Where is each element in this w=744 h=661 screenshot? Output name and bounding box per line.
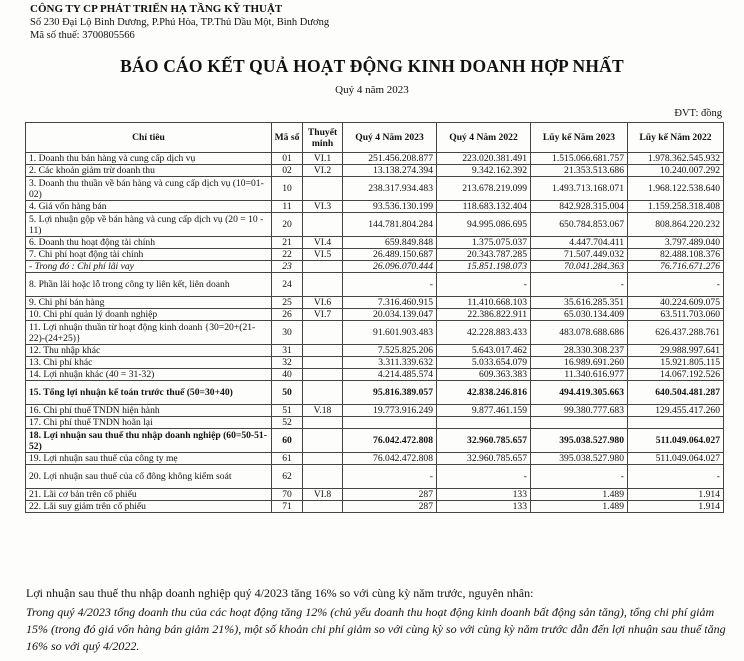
row-q4-2023: - [343,465,437,489]
row-ytd-2022: 3.797.489.040 [628,237,724,249]
row-item: 16. Chi phí thuế TNDN hiện hành [26,405,272,417]
row-item: 1. Doanh thu bán hàng và cung cấp dịch vụ [26,153,272,165]
table-row [26,465,724,489]
row-code: 01 [272,153,303,165]
row-ytd-2023: 16.989.691.260 [531,357,628,369]
row-note: VI.8 [303,489,343,501]
row-note [303,453,343,465]
row-note [303,369,343,381]
row-ytd-2023: 21.353.513.686 [531,165,628,177]
row-ytd-2023: 842.928.315.004 [531,201,628,213]
row-note [303,417,343,429]
row-item: 2. Các khoản giảm trừ doanh thu [26,165,272,177]
row-ytd-2022: 10.240.007.292 [628,165,724,177]
row-note: VI.4 [303,237,343,249]
row-q4-2023: 144.781.804.284 [343,213,437,237]
row-code: 51 [272,405,303,417]
row-ytd-2022: 63.511.703.060 [628,309,724,321]
row-q4-2023 [343,417,437,429]
row-ytd-2022: 129.455.417.260 [628,405,724,417]
row-ytd-2023: 395.038.527.980 [531,453,628,465]
table-row [26,345,724,357]
table-row [26,213,724,237]
row-code: 70 [272,489,303,501]
table-row [26,261,724,273]
row-q4-2023: 13.138.274.394 [343,165,437,177]
row-ytd-2022: 40.224.609.075 [628,297,724,309]
footnote-explanation: Trong quý 4/2023 tổng doanh thu của các hoạt động tăng 12% (chủ yếu doanh thu hoạt động kinh doanh bất động sản tăng), tổng chi phí giảm 15% (trong đó giá vốn hàng bán giảm 21%), một số khoản chi phí giảm so với cùng kỳ so với cùng kỳ năm trước dẫn đến lợi nhuận sau thuế tăng 16% so với quý 4/2022. [26,605,726,653]
row-q4-2023: 3.311.339.632 [343,357,437,369]
tax-code: Mã số thuế: 3700805566 [30,30,135,41]
table-row [26,381,724,405]
col-header-item: Chỉ tiêu [26,123,272,153]
row-item: 21. Lãi cơ bản trên cổ phiếu [26,489,272,501]
table-header-row [26,123,724,153]
row-code: 02 [272,165,303,177]
row-note [303,345,343,357]
row-code: 21 [272,237,303,249]
row-q4-2022: 5.643.017.462 [437,345,531,357]
row-item: 15. Tổng lợi nhuận kế toán trước thuế (50=30+40) [26,381,272,405]
row-q4-2022: 9.342.162.392 [437,165,531,177]
row-q4-2023: 19.773.916.249 [343,405,437,417]
row-code: 25 [272,297,303,309]
row-item: 4. Giá vốn hàng bán [26,201,272,213]
table-row [26,369,724,381]
row-item: 11. Lợi nhuận thuần từ hoạt động kinh doanh {30=20+(21-22)-(24+25)} [26,321,272,345]
row-ytd-2022: 82.488.108.376 [628,249,724,261]
row-q4-2022: 133 [437,489,531,501]
row-note: V.18 [303,405,343,417]
footnote-summary: Lợi nhuận sau thuế thu nhập doanh nghiệp quý 4/2023 tăng 16% so với cùng kỳ năm trước, nguyên nhân: [26,586,534,600]
row-ytd-2022: - [628,273,724,297]
row-code: 11 [272,201,303,213]
row-q4-2022: - [437,465,531,489]
table-row [26,237,724,249]
row-code: 50 [272,381,303,405]
row-q4-2023: 287 [343,489,437,501]
row-note [303,357,343,369]
row-q4-2022: 32.960.785.657 [437,429,531,453]
row-q4-2023: 26.489.150.687 [343,249,437,261]
row-note [303,177,343,201]
row-item: 22. Lãi suy giảm trên cổ phiếu [26,501,272,513]
row-ytd-2022: 640.504.481.287 [628,381,724,405]
table-row [26,453,724,465]
row-q4-2023: 95.816.389.057 [343,381,437,405]
table-row [26,165,724,177]
row-code: 26 [272,309,303,321]
row-ytd-2022: 15.921.805.115 [628,357,724,369]
row-ytd-2022: 511.049.064.027 [628,429,724,453]
col-header-q4-2022: Quý 4 Năm 2022 [437,123,531,153]
row-ytd-2022: 626.437.288.761 [628,321,724,345]
company-header [30,3,329,42]
row-ytd-2023: 4.447.704.411 [531,237,628,249]
row-item: 9. Chi phí bán hàng [26,297,272,309]
row-q4-2023: 251.456.208.877 [343,153,437,165]
row-code: 24 [272,273,303,297]
table-row [26,201,724,213]
row-ytd-2022 [628,417,724,429]
row-q4-2022: 20.343.787.285 [437,249,531,261]
table-row [26,429,724,453]
row-ytd-2023: 99.380.777.683 [531,405,628,417]
row-ytd-2022: 14.067.192.526 [628,369,724,381]
table-row [26,417,724,429]
row-ytd-2023: 65.030.134.409 [531,309,628,321]
row-q4-2022: - [437,273,531,297]
row-note: VI.7 [303,309,343,321]
row-note [303,273,343,297]
row-item: 17. Chi phí thuế TNDN hoãn lại [26,417,272,429]
report-period: Quý 4 năm 2023 [335,84,409,96]
row-q4-2023: 76.042.472.808 [343,429,437,453]
row-ytd-2023: 11.340.616.977 [531,369,628,381]
row-q4-2022 [437,417,531,429]
row-ytd-2023: 483.078.688.686 [531,321,628,345]
col-header-ytd-2022: Lũy kế Năm 2022 [628,123,724,153]
row-ytd-2023: 28.330.308.237 [531,345,628,357]
row-code: 22 [272,249,303,261]
row-q4-2022: 42.838.246.816 [437,381,531,405]
col-header-q4-2023: Quý 4 Năm 2023 [343,123,437,153]
row-code: 31 [272,345,303,357]
row-q4-2022: 22.386.822.911 [437,309,531,321]
row-q4-2023: 76.042.472.808 [343,453,437,465]
row-item: 18. Lợi nhuận sau thuế thu nhập doanh nghiệp (60=50-51-52) [26,429,272,453]
income-statement-table [25,122,724,513]
currency-unit: ĐVT: đồng [674,108,722,119]
row-ytd-2022: 1.978.362.545.932 [628,153,724,165]
row-item: 20. Lợi nhuận sau thuế của cổ đông không kiểm soát [26,465,272,489]
row-q4-2023: 26.096.070.444 [343,261,437,273]
row-item: 10. Chi phí quản lý doanh nghiệp [26,309,272,321]
row-code: 52 [272,417,303,429]
row-item: 3. Doanh thu thuần về bán hàng và cung cấp dịch vụ (10=01-02) [26,177,272,201]
row-ytd-2022: 29.988.997.641 [628,345,724,357]
row-note [303,465,343,489]
row-ytd-2023: 71.507.449.032 [531,249,628,261]
row-ytd-2023: 1.515.066.681.757 [531,153,628,165]
row-code: 60 [272,429,303,453]
row-q4-2023: 93.536.130.199 [343,201,437,213]
row-code: 30 [272,321,303,345]
row-q4-2022: 213.678.219.099 [437,177,531,201]
row-ytd-2023: 494.419.305.663 [531,381,628,405]
col-header-code: Mã số [272,123,303,153]
company-address: Số 230 Đại Lộ Bình Dương, P.Phú Hòa, TP.Thủ Dầu Một, Bình Dương [30,17,330,28]
row-ytd-2023: - [531,273,628,297]
row-ytd-2022: 76.716.671.276 [628,261,724,273]
table-row [26,321,724,345]
table-row [26,501,724,513]
row-code: 20 [272,213,303,237]
table-row [26,177,724,201]
row-code: 23 [272,261,303,273]
row-code: 10 [272,177,303,201]
row-note [303,213,343,237]
row-q4-2022: 223.020.381.491 [437,153,531,165]
row-note [303,429,343,453]
col-header-ytd-2023: Lũy kế Năm 2023 [531,123,628,153]
row-note: VI.5 [303,249,343,261]
row-ytd-2022: 808.864.220.232 [628,213,724,237]
row-q4-2022: 42.228.883.433 [437,321,531,345]
col-header-note: Thuyết minh [303,123,343,153]
table-row [26,297,724,309]
row-ytd-2022: 1.968.122.538.640 [628,177,724,201]
row-note: VI.2 [303,165,343,177]
row-ytd-2022: 511.049.064.027 [628,453,724,465]
table-row [26,309,724,321]
table-row [26,153,724,165]
row-note: VI.6 [303,297,343,309]
row-q4-2023: 20.034.139.047 [343,309,437,321]
row-item: 8. Phần lãi hoặc lỗ trong công ty liên kết, liên doanh [26,273,272,297]
row-q4-2022: 32.960.785.657 [437,453,531,465]
row-item: 14. Lợi nhuận khác (40 = 31-32) [26,369,272,381]
row-ytd-2023: 1.489 [531,489,628,501]
row-q4-2023: 238.317.934.483 [343,177,437,201]
row-note [303,321,343,345]
table-row [26,249,724,261]
row-q4-2022: 15.851.198.073 [437,261,531,273]
row-q4-2023: - [343,273,437,297]
row-code: 61 [272,453,303,465]
row-q4-2022: 133 [437,501,531,513]
row-code: 32 [272,357,303,369]
row-ytd-2023: 650.784.853.067 [531,213,628,237]
table-row [26,489,724,501]
row-ytd-2023: 70.041.284.363 [531,261,628,273]
row-item: 12. Thu nhập khác [26,345,272,357]
table-row [26,357,724,369]
row-ytd-2022: 1.159.258.318.408 [628,201,724,213]
row-item: 13. Chi phí khác [26,357,272,369]
row-q4-2022: 5.033.654.079 [437,357,531,369]
row-q4-2022: 9.877.461.159 [437,405,531,417]
row-q4-2023: 659.849.848 [343,237,437,249]
row-note: VI.3 [303,201,343,213]
row-ytd-2022: 1.914 [628,489,724,501]
row-code: 71 [272,501,303,513]
row-q4-2022: 94.995.086.695 [437,213,531,237]
row-q4-2022: 1.375.075.037 [437,237,531,249]
row-q4-2023: 91.601.903.483 [343,321,437,345]
row-ytd-2023: 1.493.713.168.071 [531,177,628,201]
row-q4-2023: 7.525.825.206 [343,345,437,357]
row-ytd-2023 [531,417,628,429]
row-note [303,501,343,513]
report-title: BÁO CÁO KẾT QUẢ HOẠT ĐỘNG KINH DOANH HỢP NHẤT [120,56,624,76]
row-item: - Trong đó : Chi phí lãi vay [26,261,272,273]
row-code: 62 [272,465,303,489]
row-item: 19. Lợi nhuận sau thuế của công ty mẹ [26,453,272,465]
row-ytd-2023: 1.489 [531,501,628,513]
row-q4-2022: 118.683.132.404 [437,201,531,213]
row-ytd-2023: - [531,465,628,489]
row-ytd-2022: 1.914 [628,501,724,513]
row-q4-2023: 4.214.485.574 [343,369,437,381]
row-ytd-2022: - [628,465,724,489]
row-note: VI.1 [303,153,343,165]
row-code: 40 [272,369,303,381]
company-name: CÔNG TY CP PHÁT TRIỂN HẠ TẦNG KỸ THUẬT [30,3,283,15]
row-ytd-2023: 35.616.285.351 [531,297,628,309]
row-note [303,261,343,273]
table-row [26,273,724,297]
row-note [303,381,343,405]
row-item: 7. Chi phí hoạt động tài chính [26,249,272,261]
row-q4-2022: 11.410.668.103 [437,297,531,309]
row-q4-2023: 7.316.460.915 [343,297,437,309]
row-q4-2023: 287 [343,501,437,513]
row-item: 6. Doanh thu hoạt động tài chính [26,237,272,249]
row-q4-2022: 609.363.383 [437,369,531,381]
row-ytd-2023: 395.038.527.980 [531,429,628,453]
table-row [26,405,724,417]
row-item: 5. Lợi nhuận gộp về bán hàng và cung cấp dịch vụ (20 = 10 - 11) [26,213,272,237]
